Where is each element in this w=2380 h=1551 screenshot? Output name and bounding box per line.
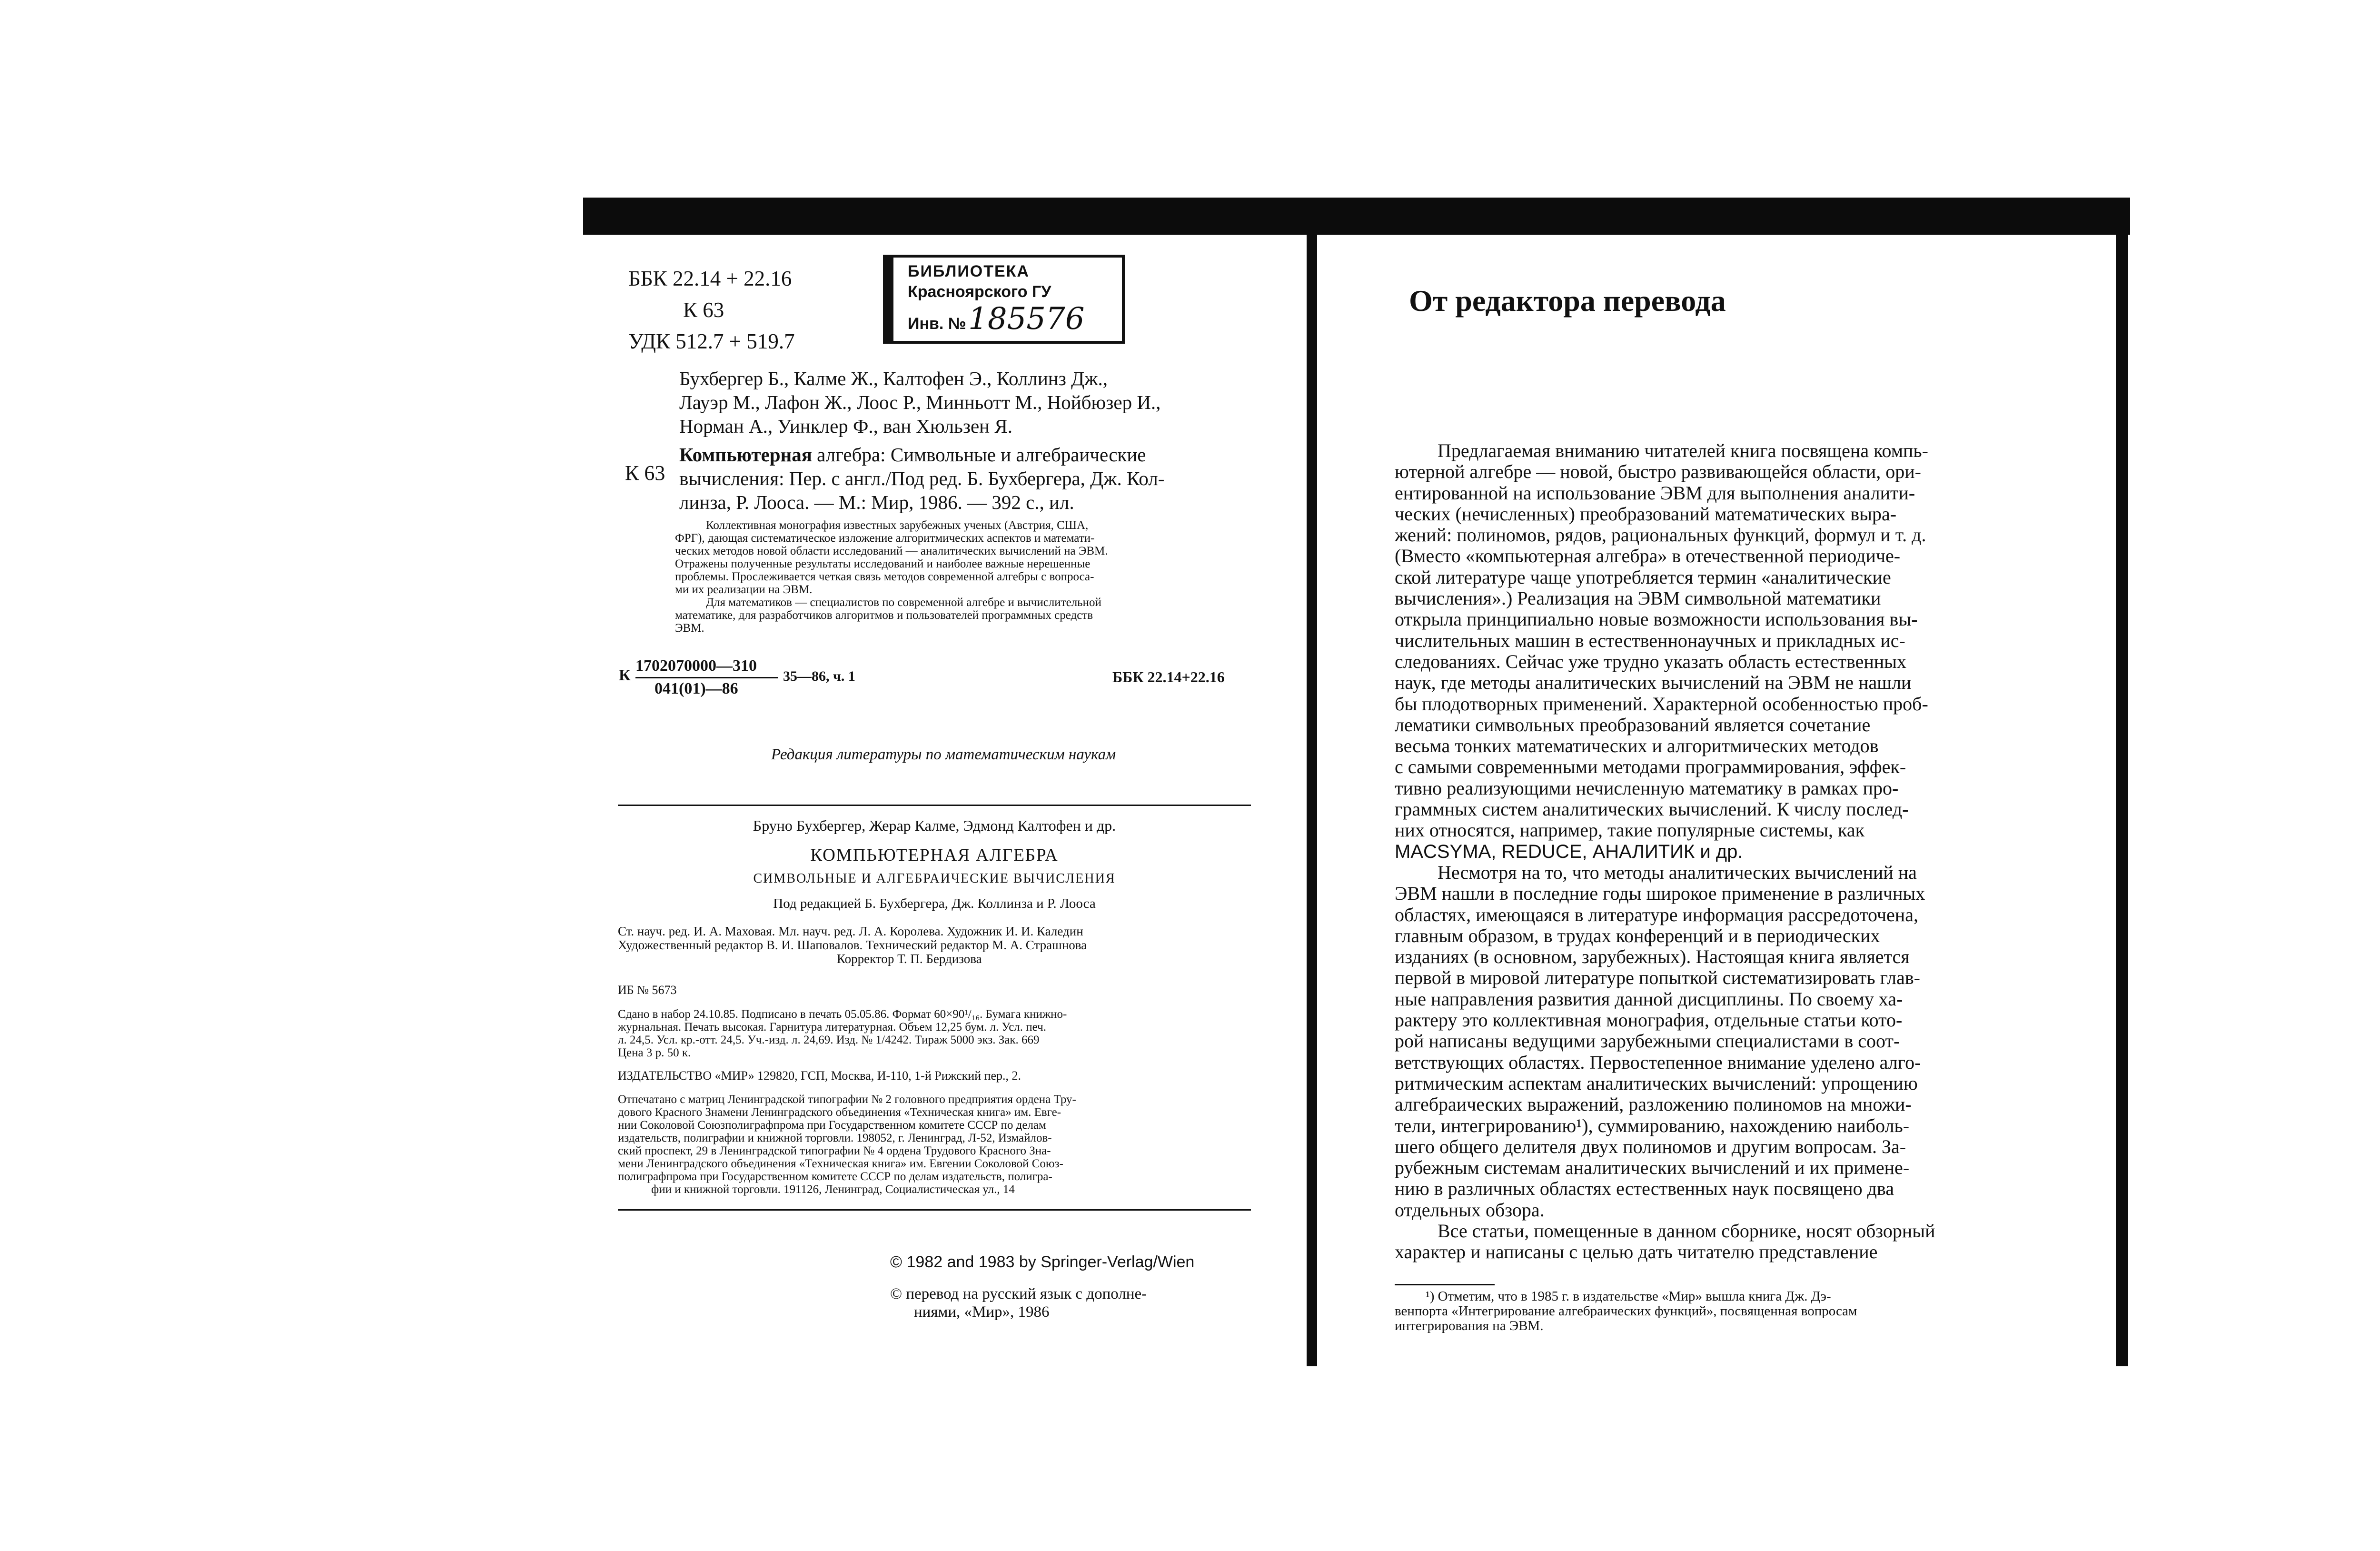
title-description xyxy=(679,443,1164,514)
body-line: ветствующих областях. Первостепенное внимание уделено алго- xyxy=(1395,1051,1921,1073)
body-line: изданиях (в основном, зарубежных). Настоящая книга является xyxy=(1395,946,1910,968)
body-line: шего общего делителя двух полиномов и другим вопросам. За- xyxy=(1395,1135,1906,1157)
imprint-title: КОМПЬЮТЕРНАЯ АЛГЕБРА xyxy=(810,845,1059,865)
formula-numerator: 1702070000—310 xyxy=(635,657,757,675)
body-line: ютерной алгебре — новой, быстро развивающейся области, ори- xyxy=(1395,461,1921,483)
formula-fraction-bar xyxy=(635,677,778,678)
formula-bbk: ББК 22.14+22.16 xyxy=(1112,668,1225,686)
body-line: рактеру это коллективная монография, отдельные статьи кото- xyxy=(1395,1009,1903,1031)
publisher-line: ИЗДАТЕЛЬСТВО «МИР» 129820, ГСП, Москва, И-110, 1-й Рижский пер., 2. xyxy=(618,1069,1021,1083)
stamp-line1: БИБЛИОТЕКА xyxy=(908,262,1030,280)
body-line: Несмотря на то, что методы аналитических вычислений на xyxy=(1438,861,1917,883)
body-line: весьма тонких математических и алгоритмических методов xyxy=(1395,735,1879,757)
body-line: ные направления развития данной дисциплины. По своему ха- xyxy=(1395,988,1903,1010)
print-line: журнальная. Печать высокая. Гарнитура литературная. Объем 12,25 бум. л. Усл. печ. xyxy=(618,1021,1046,1034)
body-line: ЭВМ нашли в последние годы широкое применение в различных xyxy=(1395,883,1925,905)
staff-line: Ст. науч. ред. И. А. Маховая. Мл. науч. ред. Л. А. Королева. Художник И. И. Каледин xyxy=(618,924,1083,938)
annotation-line: математике, для разработчиков алгоритмов и пользователей программных средств xyxy=(675,609,1093,622)
imprint-block xyxy=(618,814,1251,912)
body-line: тивно реализующими нечисленную математику в рамках про- xyxy=(1395,777,1899,799)
annotation-line: ческих методов новой области исследований — аналитических вычислений на ЭВМ. xyxy=(675,545,1108,557)
k-code: К 63 xyxy=(683,298,724,322)
title-line-1 xyxy=(679,443,1164,467)
printed-line: Отпечатано с матриц Ленинградской типографии № 2 головного предприятия ордена Тру- xyxy=(618,1093,1076,1106)
body-line: бы плодотворных применений. Характерной особенностью проб- xyxy=(1395,693,1928,715)
ib-number: ИБ № 5673 xyxy=(618,983,677,997)
body-line: Все статьи, помещенные в данном сборнике, носят обзорный xyxy=(1438,1220,1935,1242)
editorial-line: Редакция литературы по математическим наукам xyxy=(771,746,1116,763)
imprint-authors: Бруно Бухбергер, Жерар Калме, Эдмонд Калтофен и др. xyxy=(753,817,1116,834)
body-line: граммных систем аналитических вычислений. К числу послед- xyxy=(1395,798,1909,820)
footnote-line: ¹) Отметим, что в 1985 г. в издательстве «Мир» вышла книга Дж. Дэ- xyxy=(1426,1289,1831,1304)
printed-line: издательств, полиграфии и книжной торговли. 198052, г. Ленинград, Л-52, Измайлов- xyxy=(618,1132,1052,1144)
title-line-1-rest: алгебра: Символьные и алгебраические xyxy=(812,444,1146,466)
annotation-line: Для математиков — специалистов по современной алгебре и вычислительной xyxy=(706,596,1101,609)
printed-line: ский проспект, 29 в Ленинградской типографии № 4 ордена Трудового Красного Зна- xyxy=(618,1144,1051,1157)
udk-code: УДК 512.7 + 519.7 xyxy=(628,329,795,353)
body-line: ческих (нечисленных) преобразований математических выра- xyxy=(1395,503,1897,525)
title-bold-word: Компьютерная xyxy=(679,444,812,466)
authors-line: Лауэр М., Лафон Ж., Лоос Р., Минньотт М., Нойбюзер И., xyxy=(679,391,1161,413)
body-line: областях, имеющаяся в литературе информация рассредоточена, xyxy=(1395,904,1918,925)
body-line: них относятся, например, такие популярные системы, как xyxy=(1395,819,1865,841)
printed-line: нии Соколовой Союзполиграфпрома при Государственном комитете СССР по делам xyxy=(618,1119,1046,1132)
print-line: Цена 3 р. 50 к. xyxy=(618,1046,691,1059)
body-line: MACSYMA, REDUCE, АНАЛИТИК и др. xyxy=(1395,841,1743,862)
center-gutter xyxy=(1307,214,1317,1366)
body-line: следованиях. Сейчас уже трудно указать область естественных xyxy=(1395,650,1907,672)
annotation xyxy=(675,519,1108,635)
stamp-number: 185576 xyxy=(968,301,1085,337)
body-line: ритмическим аспектам аналитических вычислений: упрощению xyxy=(1395,1072,1918,1094)
body-line: наук, где методы аналитических вычислений на ЭВМ не нашли xyxy=(1395,672,1912,694)
footnote xyxy=(1395,1289,1857,1333)
formula-suffix: 35—86, ч. 1 xyxy=(783,668,855,684)
annotation-line: проблемы. Прослеживается четкая связь методов современной алгебры с вопроса- xyxy=(675,570,1094,583)
annotation-line: ФРГ), дающая систематическое изложение алгоритмических аспектов и математи- xyxy=(675,532,1095,545)
formula-k: К xyxy=(619,666,631,684)
print-line: л. 24,5. Усл. кр.-отт. 24,5. Уч.-изд. л. 24,69. Изд. № 1/4242. Тираж 5000 экз. Зак. 669 xyxy=(618,1034,1040,1046)
printed-line: дового Красного Знамени Ленинградского объединения «Техническая книга» им. Евге- xyxy=(618,1106,1061,1119)
copyright-springer: © 1982 and 1983 by Springer-Verlag/Wien xyxy=(890,1253,1195,1271)
preface-body xyxy=(1395,440,1935,1263)
body-line: нию в различных областях естественных наук посвящено два xyxy=(1395,1178,1894,1200)
copyright-translation-2: ниями, «Мир», 1986 xyxy=(914,1303,1050,1321)
print-line: Сдано в набор 24.10.85. Подписано в печать 05.05.86. Формат 60×90¹/₁₆. Бумага книжно- xyxy=(618,1008,1067,1021)
body-line: (Вместо «компьютерная алгебра» в отечественной периодиче- xyxy=(1395,545,1901,567)
k-mark: К 63 xyxy=(625,461,665,485)
footnote-line: венпорта «Интегрирование алгебраических функций», посвященная вопросам xyxy=(1395,1303,1857,1319)
annotation-line: ми их реализации на ЭВМ. xyxy=(675,583,813,596)
body-line: главным образом, в трудах конференций и в периодических xyxy=(1395,925,1880,946)
body-line: алгебраических выражений, разложению полиномов на множи- xyxy=(1395,1094,1912,1115)
body-line: числительных машин в естественнонаучных и прикладных ис- xyxy=(1395,629,1905,651)
body-line: характер и написаны с целью дать читателю представление xyxy=(1395,1241,1878,1263)
print-details xyxy=(618,1008,1067,1059)
annotation-line: Коллективная монография известных зарубежных ученых (Австрия, США, xyxy=(706,519,1089,532)
annotation-line: Отражены полученные результаты исследований и наиболее важные нерешенные xyxy=(675,557,1091,570)
footnote-rule xyxy=(1395,1284,1495,1285)
body-line: лематики символьных преобразований является сочетание xyxy=(1395,714,1871,736)
body-line: открыла принципиально новые возможности использования вы- xyxy=(1395,608,1918,630)
authors-line: Норман А., Уинклер Ф., ван Хюльзен Я. xyxy=(679,415,1012,437)
printed-line: полиграфпрома при Государственном комитете СССР по делам издательств, полигра- xyxy=(618,1170,1052,1183)
stamp-line2: Красноярского ГУ xyxy=(908,283,1051,301)
printed-line: фии и книжной торговли. 191126, Ленинград, Социалистическая ул., 14 xyxy=(651,1183,1015,1196)
bbk-code: ББК 22.14 + 22.16 xyxy=(628,267,792,290)
imprint-rule-top xyxy=(618,805,1251,806)
stamp-line3: Инв. № xyxy=(908,315,966,333)
imprint-subtitle: СИМВОЛЬНЫЕ И АЛГЕБРАИЧЕСКИЕ ВЫЧИСЛЕНИЯ xyxy=(753,871,1116,886)
body-line: ской литературе чаще употребляется термин «аналитические xyxy=(1395,566,1891,588)
body-line: ентированной на использование ЭВМ для выполнения аналити- xyxy=(1395,482,1915,504)
title-line-3: линза, Р. Лооса. — М.: Мир, 1986. — 392 с., ил. xyxy=(679,491,1074,513)
body-line: Предлагаемая вниманию читателей книга посвящена компь- xyxy=(1438,440,1928,461)
imprint-edited-by: Под редакцией Б. Бухбергера, Дж. Коллинза и Р. Лооса xyxy=(773,896,1096,911)
formula-denominator: 041(01)—86 xyxy=(654,680,738,697)
authors-block xyxy=(679,367,1160,438)
body-line: тели, интегрированию¹), суммированию, нахождению наиболь- xyxy=(1395,1114,1910,1136)
body-line: вычисления».) Реализация на ЭВМ символьной математики xyxy=(1395,587,1881,609)
copyright-translation-1: © перевод на русский язык с дополне- xyxy=(890,1285,1147,1302)
staff-line: Корректор Т. П. Бердизова xyxy=(837,952,982,966)
body-line: с самыми современными методами программирования, эффек- xyxy=(1395,756,1906,778)
body-line: первой в мировой литературе попыткой систематизировать глав- xyxy=(1395,967,1920,989)
title-line-2: вычисления: Пер. с англ./Под ред. Б. Бухбергера, Дж. Кол- xyxy=(679,467,1165,489)
top-black-bar xyxy=(583,198,2130,235)
annotation-line: ЭВМ. xyxy=(675,622,704,635)
page-heading: От редактора перевода xyxy=(1409,284,1726,318)
imprint-rule-bottom xyxy=(618,1209,1251,1211)
footnote-line: интегрирования на ЭВМ. xyxy=(1395,1318,1544,1333)
library-stamp xyxy=(883,255,1125,344)
authors-line: Бухбергер Б., Калме Ж., Калтофен Э., Коллинз Дж., xyxy=(679,368,1108,389)
printed-line: мени Ленинградского объединения «Техническая книга» им. Евгении Соколовой Союз- xyxy=(618,1157,1063,1170)
body-line: жений: полиномов, рядов, рациональных функций, формул и т. д. xyxy=(1395,524,1926,546)
printed-by xyxy=(618,1093,1076,1196)
staff-line: Художественный редактор В. И. Шаповалов. Технический редактор М. А. Страшнова xyxy=(618,938,1087,952)
imprint-staff xyxy=(618,925,1087,966)
body-line: рой написаны ведущими зарубежными специалистами в соот- xyxy=(1395,1030,1900,1052)
body-line: отдельных обзора. xyxy=(1395,1199,1545,1221)
right-page-edge xyxy=(2116,214,2128,1366)
classification-block xyxy=(628,263,795,357)
body-line: рубежным системам аналитических вычислений и их примене- xyxy=(1395,1157,1910,1179)
